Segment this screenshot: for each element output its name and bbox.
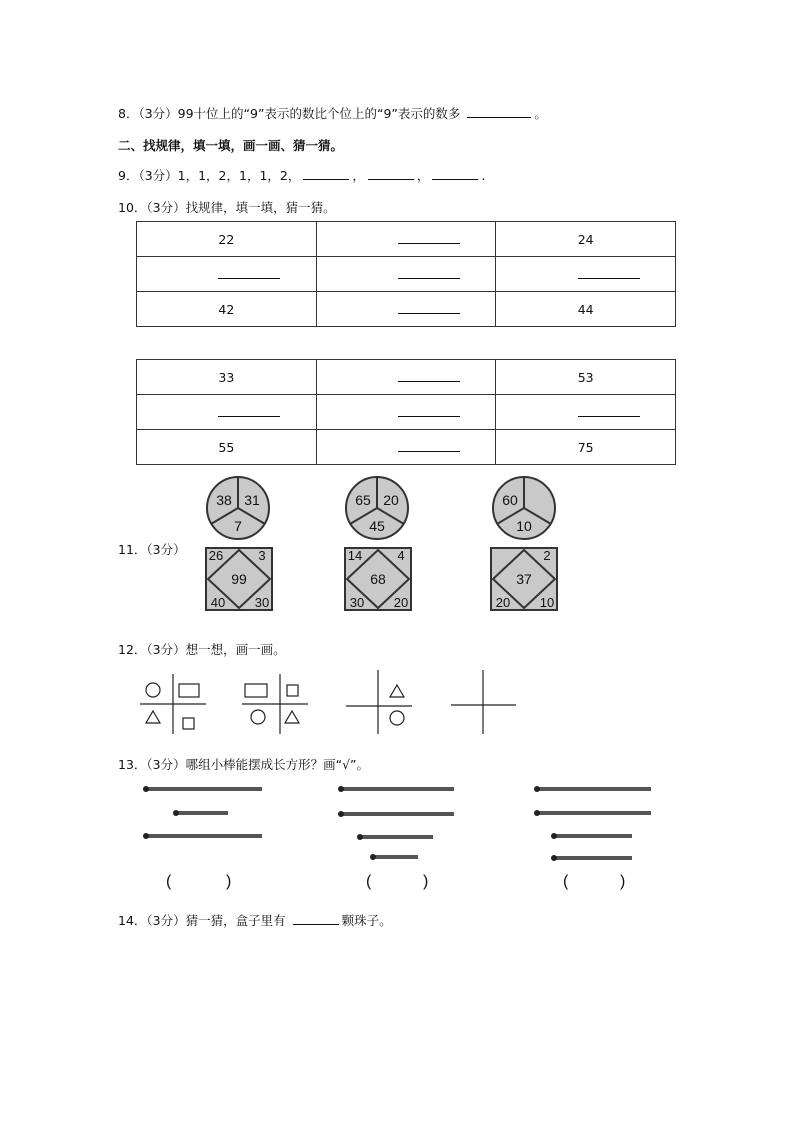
question-10-text: 10．（3分）找规律，填一填，猜一猜。 bbox=[118, 200, 336, 215]
circle-number: 60 bbox=[502, 492, 518, 508]
answer-blank[interactable] bbox=[398, 439, 460, 452]
circle-shape bbox=[251, 710, 265, 724]
paren-close: ) bbox=[423, 873, 429, 890]
separator: ， bbox=[416, 168, 430, 183]
answer-blank[interactable] bbox=[398, 301, 460, 314]
square-number: 40 bbox=[210, 595, 226, 610]
pattern-table-2 bbox=[136, 359, 676, 465]
table-row bbox=[137, 430, 676, 465]
square-number: 37 bbox=[516, 571, 532, 587]
answer-blank[interactable] bbox=[218, 266, 280, 279]
circle-number: 45 bbox=[369, 518, 385, 534]
table-cell: 42 bbox=[137, 292, 317, 327]
circle-number: 65 bbox=[355, 492, 371, 508]
answer-blank[interactable] bbox=[303, 167, 349, 180]
square-number: 3 bbox=[258, 548, 266, 563]
circle-puzzle-2 bbox=[346, 477, 408, 539]
stick-group-2 bbox=[338, 786, 454, 860]
paren-close: ) bbox=[226, 873, 232, 890]
square-number: 30 bbox=[254, 595, 270, 610]
table-cell bbox=[496, 395, 676, 430]
table-cell bbox=[316, 222, 496, 257]
shape-grid-4-empty[interactable] bbox=[451, 670, 516, 734]
shape-grid-3 bbox=[346, 670, 412, 734]
rectangle-shape bbox=[179, 684, 199, 697]
table-cell: 44 bbox=[496, 292, 676, 327]
triangle-shape bbox=[146, 711, 160, 723]
square-puzzle-2 bbox=[345, 548, 411, 610]
question-11-text: 11．（3分） bbox=[118, 542, 186, 557]
shape-grid-1 bbox=[140, 674, 206, 734]
question-8-end: 。 bbox=[534, 106, 547, 121]
square-shape bbox=[183, 718, 194, 729]
table-cell: 75 bbox=[496, 430, 676, 465]
table-cell: 53 bbox=[496, 360, 676, 395]
table-row bbox=[137, 395, 676, 430]
circle-number: 10 bbox=[516, 518, 532, 534]
table-cell bbox=[316, 395, 496, 430]
paren-close: ) bbox=[620, 873, 626, 890]
answer-blank[interactable] bbox=[368, 167, 414, 180]
stick-group-1 bbox=[143, 786, 262, 839]
answer-parentheses-3[interactable] bbox=[563, 873, 625, 890]
answer-blank[interactable] bbox=[432, 167, 478, 180]
answer-parentheses-1[interactable] bbox=[166, 873, 231, 890]
answer-blank[interactable] bbox=[578, 266, 640, 279]
square-number: 99 bbox=[231, 571, 247, 587]
answer-blank[interactable] bbox=[578, 404, 640, 417]
section-2-title: 二、找规律，填一填，画一画、猜一猜。 bbox=[118, 138, 344, 153]
square-puzzle-1 bbox=[206, 548, 272, 610]
stick-group-3 bbox=[534, 786, 651, 861]
question-14-end: 颗珠子。 bbox=[341, 913, 392, 928]
square-shape bbox=[287, 685, 298, 696]
answer-parentheses-2[interactable] bbox=[366, 873, 428, 890]
shape-grid-2 bbox=[242, 674, 308, 734]
square-number: 30 bbox=[349, 595, 365, 610]
question-12-text: 12．（3分）想一想，画一画。 bbox=[118, 642, 286, 657]
circle-shape bbox=[390, 711, 404, 725]
table-cell bbox=[137, 257, 317, 292]
table-row bbox=[137, 360, 676, 395]
question-14 bbox=[118, 911, 392, 929]
table-cell bbox=[496, 257, 676, 292]
square-number: 20 bbox=[495, 595, 511, 610]
circle-puzzle-3 bbox=[493, 477, 555, 539]
paren-open: ( bbox=[563, 873, 569, 890]
shape-pattern-figure bbox=[138, 668, 522, 738]
square-number: 20 bbox=[393, 595, 409, 610]
table-cell bbox=[316, 430, 496, 465]
question-9-end: . bbox=[481, 168, 486, 183]
square-number: 14 bbox=[347, 548, 363, 563]
question-13-text: 13．（3分）哪组小棒能摆成长方形？画“√”。 bbox=[118, 757, 370, 772]
table-cell: 33 bbox=[137, 360, 317, 395]
answer-blank[interactable] bbox=[398, 266, 460, 279]
answer-blank[interactable] bbox=[398, 404, 460, 417]
answer-blank[interactable] bbox=[293, 912, 339, 925]
table-cell bbox=[316, 257, 496, 292]
pattern-table-1 bbox=[136, 221, 676, 327]
question-8 bbox=[118, 104, 547, 122]
question-9-text: 9．（3分）1，1，2，1，1，2， bbox=[118, 168, 301, 183]
number-puzzle-figure bbox=[190, 474, 590, 618]
answer-blank[interactable] bbox=[398, 231, 460, 244]
paren-open: ( bbox=[166, 873, 172, 890]
square-number: 68 bbox=[370, 571, 386, 587]
table-cell: 55 bbox=[137, 430, 317, 465]
square-number: 26 bbox=[208, 548, 224, 563]
triangle-shape bbox=[390, 685, 404, 697]
square-puzzle-3 bbox=[491, 548, 557, 610]
separator: ， bbox=[352, 168, 365, 183]
square-number: 2 bbox=[543, 548, 551, 563]
table-cell: 24 bbox=[496, 222, 676, 257]
table-row bbox=[137, 222, 676, 257]
answer-blank[interactable] bbox=[398, 369, 460, 382]
circle-puzzle-1 bbox=[207, 477, 269, 539]
circle-number: 7 bbox=[234, 518, 242, 534]
sticks-figure bbox=[136, 778, 656, 894]
circle-number: 31 bbox=[244, 492, 260, 508]
answer-blank[interactable] bbox=[467, 105, 531, 118]
table-cell bbox=[316, 360, 496, 395]
rectangle-shape bbox=[245, 684, 267, 697]
table-cell bbox=[316, 292, 496, 327]
answer-blank[interactable] bbox=[218, 404, 280, 417]
question-14-text: 14．（3分）猜一猜，盒子里有 bbox=[118, 913, 286, 928]
circle-shape bbox=[146, 683, 160, 697]
table-cell: 22 bbox=[137, 222, 317, 257]
question-9 bbox=[118, 166, 485, 184]
square-number: 10 bbox=[539, 595, 555, 610]
circle-number: 38 bbox=[216, 492, 232, 508]
circle-number: 20 bbox=[383, 492, 399, 508]
triangle-shape bbox=[285, 711, 299, 723]
question-8-text: 8．（3分）99十位上的“9”表示的数比个位上的“9”表示的数多 bbox=[118, 106, 461, 121]
paren-open: ( bbox=[366, 873, 372, 890]
square-number: 4 bbox=[397, 548, 405, 563]
table-row bbox=[137, 257, 676, 292]
table-row bbox=[137, 292, 676, 327]
table-cell bbox=[137, 395, 317, 430]
